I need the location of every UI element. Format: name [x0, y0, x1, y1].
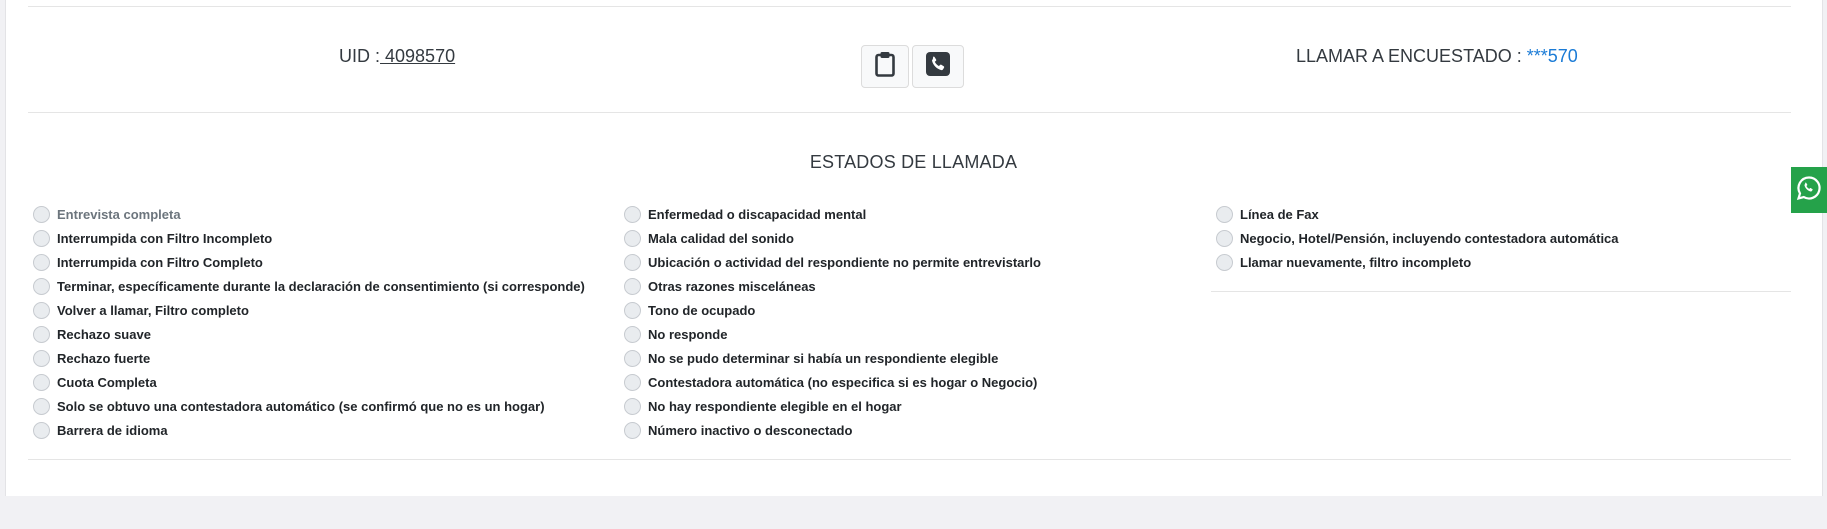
uid-display — [339, 46, 455, 67]
status-option[interactable] — [1216, 202, 1806, 226]
whatsapp-button[interactable] — [1791, 167, 1827, 213]
status-option[interactable] — [624, 202, 1214, 226]
radio-button[interactable] — [33, 206, 50, 223]
status-column-2 — [624, 202, 1214, 442]
status-option[interactable] — [33, 274, 623, 298]
radio-button[interactable] — [624, 422, 641, 439]
call-status-title: ESTADOS DE LLAMADA — [809, 152, 1018, 172]
radio-button[interactable] — [624, 350, 641, 367]
respondent-phone-link[interactable]: ***570 — [1521, 46, 1578, 66]
status-option-label: Interrumpida con Filtro Completo — [57, 254, 263, 270]
status-option-label: Barrera de idioma — [57, 422, 168, 438]
radio-button[interactable] — [624, 254, 641, 271]
status-option[interactable] — [33, 418, 623, 442]
status-option-label: No responde — [648, 326, 728, 342]
status-option[interactable] — [33, 298, 623, 322]
status-option[interactable] — [1216, 226, 1806, 250]
divider-middle — [28, 112, 1791, 113]
status-option[interactable] — [624, 250, 1214, 274]
radio-button[interactable] — [33, 422, 50, 439]
radio-button[interactable] — [624, 326, 641, 343]
radio-button[interactable] — [33, 326, 50, 343]
status-option[interactable] — [624, 322, 1214, 346]
radio-button[interactable] — [624, 374, 641, 391]
whatsapp-icon — [1796, 175, 1822, 206]
call-respondent — [1296, 46, 1578, 67]
status-option-label: Terminar, específicamente durante la declaración de consentimiento (si corresponde) — [57, 278, 585, 294]
status-option[interactable] — [624, 226, 1214, 250]
status-option-label: Negocio, Hotel/Pensión, incluyendo contestadora automática — [1240, 230, 1619, 246]
status-option-label: Otras razones misceláneas — [648, 278, 816, 294]
status-option[interactable] — [624, 274, 1214, 298]
status-option-label: Cuota Completa — [57, 374, 157, 390]
phone-square-icon — [926, 52, 950, 81]
uid-value[interactable]: 4098570 — [380, 46, 456, 66]
radio-button[interactable] — [624, 278, 641, 295]
status-option[interactable] — [33, 202, 623, 226]
status-option-label: Solo se obtuvo una contestadora automático (se confirmó que no es un hogar) — [57, 398, 545, 414]
status-column-1 — [33, 202, 623, 442]
radio-button[interactable] — [33, 350, 50, 367]
status-option-label: Interrumpida con Filtro Incompleto — [57, 230, 273, 246]
status-option[interactable] — [624, 298, 1214, 322]
radio-button[interactable] — [624, 398, 641, 415]
status-option-label: Contestadora automática (no especifica si es hogar o Negocio) — [648, 374, 1038, 390]
status-option-label: Número inactivo o desconectado — [648, 422, 853, 438]
radio-button[interactable] — [1216, 206, 1233, 223]
status-option[interactable] — [33, 346, 623, 370]
status-option-label: Enfermedad o discapacidad mental — [648, 206, 867, 222]
radio-button[interactable] — [1216, 230, 1233, 247]
divider-column-3 — [1211, 291, 1791, 292]
divider-bottom — [28, 459, 1791, 460]
clipboard-icon — [875, 51, 895, 82]
status-option[interactable] — [1216, 250, 1806, 274]
call-button[interactable] — [912, 45, 964, 88]
status-option-label: Línea de Fax — [1240, 206, 1319, 222]
call-label: LLAMAR A ENCUESTADO : — [1296, 46, 1522, 66]
radio-button[interactable] — [1216, 254, 1233, 271]
radio-button[interactable] — [33, 398, 50, 415]
status-option-label: No hay respondiente elegible en el hogar — [648, 398, 902, 414]
clipboard-button[interactable] — [861, 45, 909, 88]
status-option-label: Llamar nuevamente, filtro incompleto — [1240, 254, 1472, 270]
radio-button[interactable] — [33, 302, 50, 319]
status-option-label: Rechazo fuerte — [57, 350, 151, 366]
radio-button[interactable] — [624, 206, 641, 223]
status-option[interactable] — [33, 394, 623, 418]
status-option[interactable] — [33, 322, 623, 346]
status-option-label: Mala calidad del sonido — [648, 230, 794, 246]
status-option[interactable] — [624, 370, 1214, 394]
radio-button[interactable] — [33, 230, 50, 247]
uid-label: UID : — [339, 46, 381, 66]
status-option[interactable] — [624, 394, 1214, 418]
radio-button[interactable] — [33, 374, 50, 391]
status-option-label: Ubicación o actividad del respondiente no permite entrevistarlo — [648, 254, 1041, 270]
radio-button[interactable] — [624, 230, 641, 247]
status-option-label: No se pudo determinar si había un respondiente elegible — [648, 350, 999, 366]
status-option[interactable] — [33, 226, 623, 250]
status-option[interactable] — [624, 418, 1214, 442]
radio-button[interactable] — [33, 278, 50, 295]
status-option-label: Volver a llamar, Filtro completo — [57, 302, 249, 318]
radio-button[interactable] — [624, 302, 641, 319]
status-option-label: Tono de ocupado — [648, 302, 756, 318]
status-option[interactable] — [33, 250, 623, 274]
status-option-label: Entrevista completa — [57, 206, 181, 222]
status-option-label: Rechazo suave — [57, 326, 151, 342]
radio-button[interactable] — [33, 254, 50, 271]
status-column-3 — [1216, 202, 1806, 274]
divider-top — [28, 6, 1791, 7]
status-option[interactable] — [33, 370, 623, 394]
status-option[interactable] — [624, 346, 1214, 370]
